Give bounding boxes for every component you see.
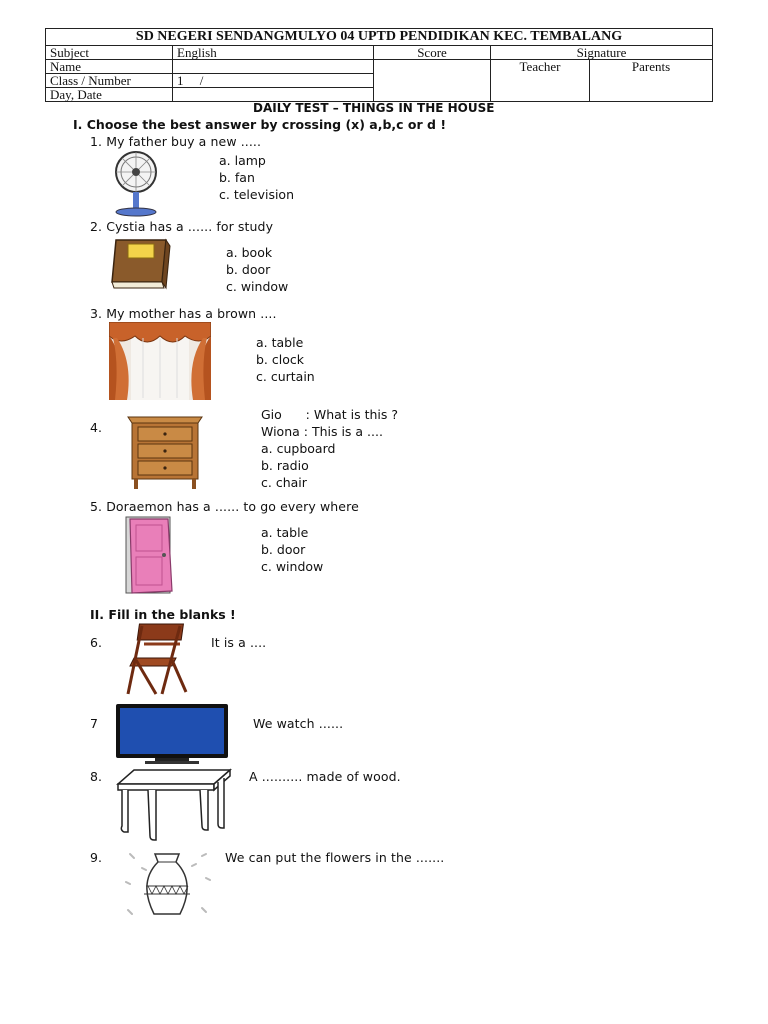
q2-option-a[interactable]: a. book: [226, 245, 273, 260]
subject-value: English: [173, 46, 374, 60]
score-label: Score: [374, 46, 491, 60]
test-title: DAILY TEST – THINGS IN THE HOUSE: [253, 101, 495, 115]
q5-option-b[interactable]: b. door: [261, 542, 306, 557]
q7-text: We watch ......: [253, 716, 344, 731]
book-icon: [108, 236, 172, 290]
q4-block: [261, 406, 398, 491]
q4-number: 4.: [90, 420, 103, 435]
q1-option-b[interactable]: b. fan: [219, 170, 255, 185]
q3-option-b[interactable]: b. clock: [256, 352, 304, 367]
day-value: [173, 88, 374, 102]
chair-icon: [122, 620, 190, 696]
q1-option-c[interactable]: c. television: [219, 187, 294, 202]
parents-label: Parents: [590, 60, 713, 102]
q6-number: 6.: [90, 635, 103, 650]
q2-text: 2. Cystia has a ...... for study: [90, 219, 274, 234]
curtain-icon: [109, 322, 211, 400]
q5-text: 5. Doraemon has a ...... to go every where: [90, 499, 359, 514]
vase-icon: [122, 848, 212, 922]
section2-heading: II. Fill in the blanks !: [90, 607, 236, 622]
name-value: [173, 60, 374, 74]
q5-option-c[interactable]: c. window: [261, 559, 324, 574]
q4-option-c[interactable]: c. chair: [261, 475, 307, 490]
q3-option-c[interactable]: c. curtain: [256, 369, 315, 384]
q4-option-b[interactable]: b. radio: [261, 458, 309, 473]
q8-number: 8.: [90, 769, 103, 784]
q3-option-a[interactable]: a. table: [256, 335, 304, 350]
q1-text: 1. My father buy a new .....: [90, 134, 262, 149]
q9-text: We can put the flowers in the .......: [225, 850, 445, 865]
q9-number: 9.: [90, 850, 103, 865]
q3-options: [256, 334, 315, 385]
q4-option-a[interactable]: a. cupboard: [261, 441, 336, 456]
score-value: [374, 60, 491, 102]
q1-options: [219, 152, 294, 203]
teacher-label: Teacher: [491, 60, 590, 102]
name-label: Name: [46, 60, 173, 74]
q7-number: 7: [90, 716, 99, 731]
class-label: Class / Number: [46, 74, 173, 88]
class-value: 1 /: [173, 74, 374, 88]
q2-option-b[interactable]: b. door: [226, 262, 271, 277]
q8-text: A .......... made of wood.: [249, 769, 401, 784]
q6-text: It is a ....: [211, 635, 267, 650]
subject-label: Subject: [46, 46, 173, 60]
door-icon: [124, 515, 180, 595]
fan-icon: [108, 150, 164, 218]
q5-option-a[interactable]: a. table: [261, 525, 309, 540]
q4-dialog-wiona: Wiona : This is a ....: [261, 424, 383, 439]
q3-text: 3. My mother has a brown ....: [90, 306, 277, 321]
day-label: Day, Date: [46, 88, 173, 102]
section1-heading: I. Choose the best answer by crossing (x) a,b,c or d !: [73, 117, 447, 132]
q5-options: [261, 524, 323, 575]
q4-dialog-gio: Gio : What is this ?: [261, 407, 399, 422]
signature-label: Signature: [491, 46, 713, 60]
q2-option-c[interactable]: c. window: [226, 279, 289, 294]
table-icon: [114, 766, 234, 842]
q1-option-a[interactable]: a. lamp: [219, 153, 266, 168]
school-name: SD NEGERI SENDANGMULYO 04 UPTD PENDIDIKAN KEC. TEMBALANG: [46, 29, 713, 46]
header-table: [45, 28, 713, 102]
q2-options: [226, 244, 288, 295]
television-icon: [115, 703, 229, 765]
cupboard-icon: [124, 413, 206, 491]
